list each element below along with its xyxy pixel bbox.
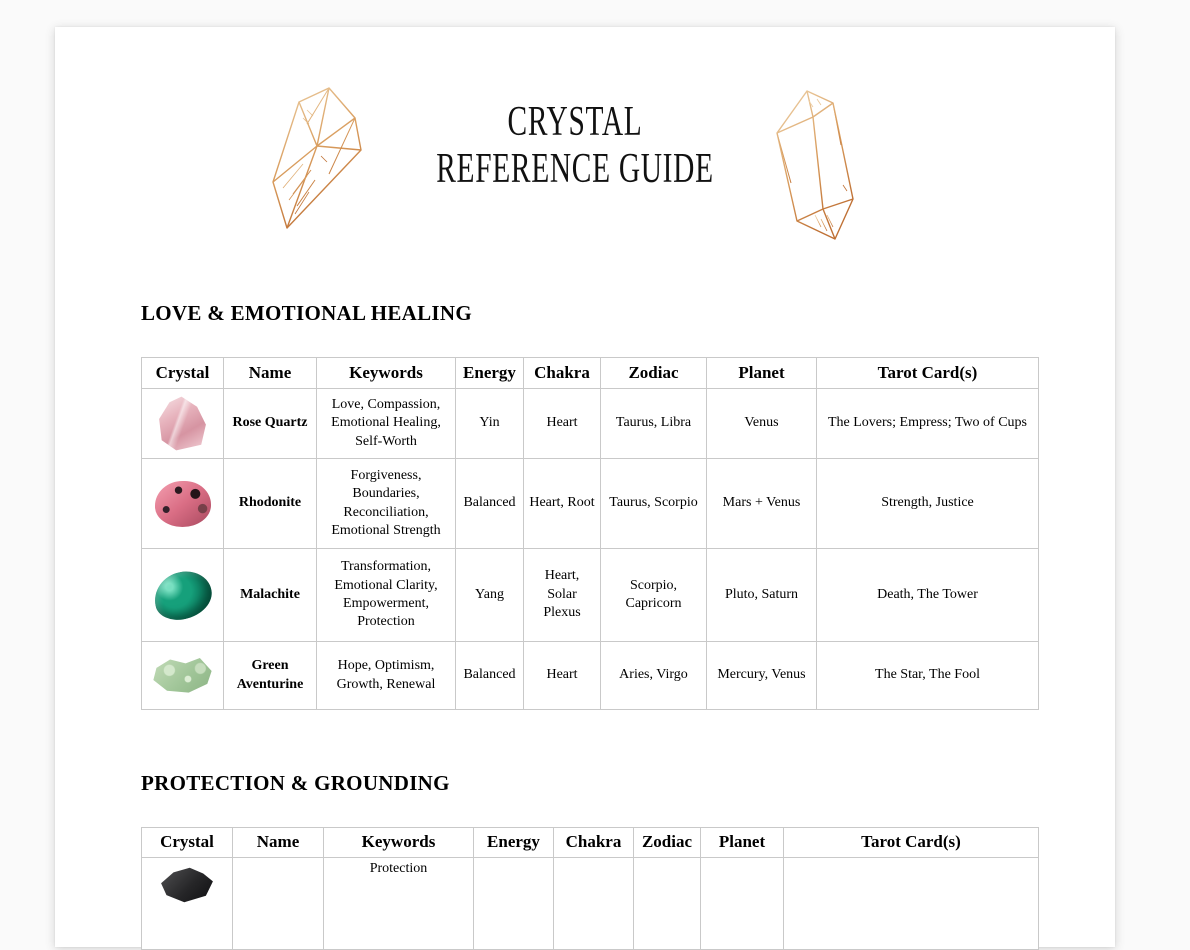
cell-chakra: Heart <box>524 642 601 710</box>
column-header-tarot: Tarot Card(s) <box>817 358 1039 389</box>
cell-energy: Yang <box>456 549 524 642</box>
rose-quartz-photo <box>157 396 209 452</box>
crystal-photo-cell <box>142 642 224 710</box>
cell-planet <box>701 858 784 950</box>
column-header-name: Name <box>233 828 324 858</box>
page-title-line1: CRYSTAL <box>507 99 643 145</box>
cell-chakra: Heart, Root <box>524 459 601 549</box>
cell-zodiac: Taurus, Libra <box>601 389 707 459</box>
cell-energy <box>474 858 554 950</box>
crystal-illustration-right-icon <box>763 87 867 249</box>
table-header-row <box>142 828 1039 858</box>
cell-zodiac <box>634 858 701 950</box>
section-heading-love-emotional-healing: LOVE & EMOTIONAL HEALING <box>141 301 472 325</box>
column-header-zodiac: Zodiac <box>634 828 701 858</box>
cell-planet: Mercury, Venus <box>707 642 817 710</box>
column-header-planet: Planet <box>707 358 817 389</box>
cell-zodiac: Scorpio, Capricorn <box>601 549 707 642</box>
cell-tarot <box>784 858 1039 950</box>
cell-tarot: The Star, The Fool <box>817 642 1039 710</box>
cell-name <box>233 858 324 950</box>
table-header-row <box>142 358 1039 389</box>
cell-zodiac: Taurus, Scorpio <box>601 459 707 549</box>
cell-keywords: Hope, Optimism, Growth, Renewal <box>317 642 456 710</box>
column-header-chakra: Chakra <box>524 358 601 389</box>
rhodonite-photo <box>155 481 211 527</box>
page-title-line2: REFERENCE GUIDE <box>436 146 714 192</box>
love-emotional-healing-table <box>141 357 1039 710</box>
column-header-keywords: Keywords <box>324 828 474 858</box>
cell-name: Rose Quartz <box>224 389 317 459</box>
section-heading-protection-grounding: PROTECTION & GROUNDING <box>141 771 450 795</box>
column-header-tarot: Tarot Card(s) <box>784 828 1039 858</box>
crystal-photo-cell <box>142 549 224 642</box>
dark-stone-photo <box>160 867 214 903</box>
cell-planet: Venus <box>707 389 817 459</box>
document-page <box>55 27 1115 947</box>
cell-energy: Balanced <box>456 459 524 549</box>
column-header-energy: Energy <box>474 828 554 858</box>
column-header-chakra: Chakra <box>554 828 634 858</box>
column-header-name: Name <box>224 358 317 389</box>
column-header-crystal: Crystal <box>142 828 233 858</box>
cell-name: Rhodonite <box>224 459 317 549</box>
cell-tarot: Strength, Justice <box>817 459 1039 549</box>
table-row <box>142 459 1039 549</box>
cell-keywords: Forgiveness, Boundaries, Reconciliation, Emotional Strength <box>317 459 456 549</box>
cell-zodiac: Aries, Virgo <box>601 642 707 710</box>
crystal-photo-cell <box>142 389 224 459</box>
cell-chakra: Heart <box>524 389 601 459</box>
column-header-zodiac: Zodiac <box>601 358 707 389</box>
column-header-energy: Energy <box>456 358 524 389</box>
cell-tarot: Death, The Tower <box>817 549 1039 642</box>
cell-planet: Pluto, Saturn <box>707 549 817 642</box>
cell-keywords: Transformation, Emotional Clarity, Empowerment, Protection <box>317 549 456 642</box>
cell-name: Green Aventurine <box>224 642 317 710</box>
green-aventurine-photo <box>152 657 214 695</box>
table-row <box>142 389 1039 459</box>
table-row <box>142 549 1039 642</box>
cell-chakra: Heart, Solar Plexus <box>524 549 601 642</box>
table-row <box>142 642 1039 710</box>
column-header-planet: Planet <box>701 828 784 858</box>
column-header-keywords: Keywords <box>317 358 456 389</box>
crystal-photo-cell <box>142 459 224 549</box>
malachite-photo <box>149 566 216 624</box>
cell-tarot: The Lovers; Empress; Two of Cups <box>817 389 1039 459</box>
cell-name: Malachite <box>224 549 317 642</box>
crystal-photo-cell <box>142 858 233 950</box>
cell-keywords: Protection <box>324 858 474 950</box>
cell-energy: Yin <box>456 389 524 459</box>
column-header-crystal: Crystal <box>142 358 224 389</box>
table-row <box>142 858 1039 950</box>
protection-grounding-table <box>141 827 1039 950</box>
cell-planet: Mars + Venus <box>707 459 817 549</box>
cell-chakra <box>554 858 634 950</box>
cell-keywords: Love, Compassion, Emotional Healing, Self-Worth <box>317 389 456 459</box>
cell-energy: Balanced <box>456 642 524 710</box>
